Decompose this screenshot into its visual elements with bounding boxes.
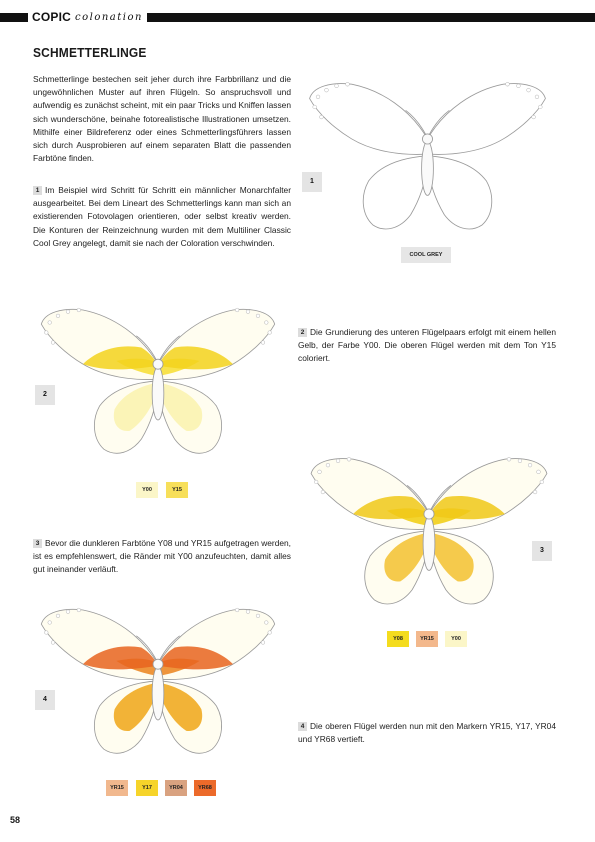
- step-number: 4: [298, 722, 307, 731]
- wing-spot: [268, 331, 272, 335]
- butterfly-body: [152, 367, 164, 420]
- color-swatch: Y00: [445, 631, 467, 647]
- wing-spot: [325, 88, 329, 92]
- wing-spot: [56, 614, 60, 618]
- header-label: [28, 10, 147, 24]
- wing-spot: [48, 321, 52, 325]
- wing-spot: [347, 457, 351, 461]
- wing-spot: [321, 490, 325, 494]
- wing-spot: [246, 610, 250, 614]
- wing-spot: [535, 95, 539, 99]
- intro-paragraph: Schmetterlinge bestechen seit jeher durch ihre Farbbrillanz und die ungewöhnlichen Muster auf ihren Flügeln. So anspruchsvoll und aufwendig es zunächst scheint, mit ein paar Tricks und Kniffen lassen sich wunderschöne, beinahe fotorealistische Illustrationen umsetzen. Mithilfe einer Bildreferenz oder eines Schmetterlingsführers lassen sich durch Ausprobieren auf einem separaten Blatt die passenden Farbtöne finden.: [33, 74, 291, 164]
- color-swatch: YR04: [165, 780, 187, 796]
- color-swatch: Y15: [166, 482, 188, 498]
- butterfly-step-3-illustration: [300, 455, 558, 615]
- wing-spot: [45, 331, 49, 335]
- wing-spot: [320, 115, 324, 119]
- step-text: Die Grundierung des unteren Flügelpaars erfolgt mit einem hellen Gelb, der Farbe Y00. Die oberen Flügel werden mit dem Ton Y15 coloriert.: [298, 327, 556, 364]
- butterfly-lineart-illustration: [300, 80, 555, 240]
- butterfly-body: [152, 667, 164, 720]
- wing-spot: [246, 310, 250, 314]
- step-1-text: [33, 184, 291, 250]
- wing-spot: [335, 84, 339, 88]
- color-swatch: COOL GREY: [401, 247, 451, 263]
- wing-spot: [51, 341, 55, 345]
- color-swatch: Y17: [136, 780, 158, 796]
- wing-spot: [235, 608, 239, 612]
- wing-spot: [314, 480, 318, 484]
- right-forewing: [428, 84, 546, 155]
- step-4-text: [298, 720, 556, 746]
- wing-spot: [517, 84, 521, 88]
- wing-spot: [326, 463, 330, 467]
- page-title: SCHMETTERLINGE: [33, 45, 147, 60]
- wing-spot: [532, 115, 536, 119]
- step-number: 1: [33, 186, 42, 195]
- figure-label: 4: [35, 690, 55, 710]
- wing-spot: [256, 614, 260, 618]
- wing-spot: [507, 457, 511, 461]
- wing-spot: [537, 470, 541, 474]
- wing-spot: [518, 459, 522, 463]
- wing-spot: [45, 631, 49, 635]
- step-number: 3: [33, 539, 42, 548]
- wing-spot: [527, 88, 531, 92]
- wing-spot: [261, 641, 265, 645]
- wing-spot: [66, 610, 70, 614]
- wing-spot: [313, 105, 317, 109]
- wing-spot: [66, 310, 70, 314]
- brand-subtitle: colonation: [75, 11, 143, 23]
- wing-spot: [261, 341, 265, 345]
- butterfly-head: [422, 134, 432, 144]
- step-text: Bevor die dunkleren Farbtöne Y08 und YR15 aufgetragen werden, ist es empfehlenswert, die Ränder mit Y00 anzufeuchten, damit alles gut ineinander verläuft.: [33, 538, 291, 575]
- color-swatch: YR68: [194, 780, 216, 796]
- color-swatch: Y08: [387, 631, 409, 647]
- wing-spot: [48, 621, 52, 625]
- wing-spot: [318, 470, 322, 474]
- wing-spot: [316, 95, 320, 99]
- butterfly-body: [422, 141, 434, 195]
- step-2-text: [298, 326, 556, 366]
- brand-name: COPIC: [32, 10, 72, 24]
- butterfly-head: [153, 659, 163, 669]
- step-text: Im Beispiel wird Schritt für Schritt ein männlicher Monarchfalter ausgearbeitet. Bei dem Lineart des Schmetterlings kann man sich an existierenden Fotovolagen orientieren, oder selbst kreativ werden. Die Konturen der Reinzeichnung wurden mit dem Multiliner Classic Cool Grey angelegt, damit sie nach der Coloration verschwinden.: [33, 185, 291, 248]
- wing-spot: [265, 321, 269, 325]
- figure-label: 3: [532, 541, 552, 561]
- wing-spot: [336, 459, 340, 463]
- left-hindwing: [363, 156, 427, 229]
- wing-spot: [533, 490, 537, 494]
- wing-spot: [56, 314, 60, 318]
- wing-spot: [256, 314, 260, 318]
- step-3-text: [33, 537, 291, 577]
- wing-spot: [506, 82, 510, 86]
- figure-label: 1: [302, 172, 322, 192]
- wing-spot: [346, 82, 350, 86]
- color-swatch: Y00: [136, 482, 158, 498]
- wing-spot: [540, 480, 544, 484]
- butterfly-step-4-illustration: [33, 605, 283, 765]
- wing-spot: [51, 641, 55, 645]
- wing-spot: [268, 631, 272, 635]
- wing-spot: [77, 308, 81, 312]
- left-forewing: [310, 84, 428, 155]
- color-swatch: YR15: [416, 631, 438, 647]
- wing-spot: [538, 105, 542, 109]
- butterfly-head: [424, 509, 434, 519]
- figure-label: 2: [35, 385, 55, 405]
- butterfly-head: [153, 359, 163, 369]
- butterfly-step-2-illustration: [33, 305, 283, 465]
- wing-spot: [77, 608, 81, 612]
- wing-spot: [265, 621, 269, 625]
- wing-spot: [528, 463, 532, 467]
- step-number: 2: [298, 328, 307, 337]
- color-swatch: YR15: [106, 780, 128, 796]
- butterfly-body: [423, 516, 435, 570]
- right-hindwing: [428, 156, 492, 229]
- step-text: Die oberen Flügel werden nun mit den Markern YR15, Y17, YR04 und YR68 vertieft.: [298, 721, 556, 745]
- page-header: [0, 10, 595, 24]
- wing-spot: [235, 308, 239, 312]
- page-number: 58: [10, 815, 21, 825]
